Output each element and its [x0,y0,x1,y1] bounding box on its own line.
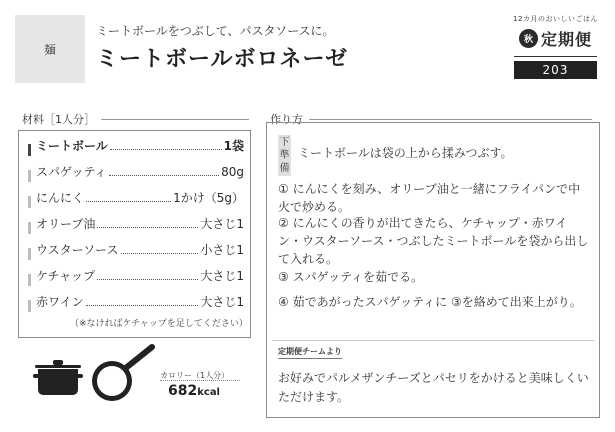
brand-tagline: 12カ月のおいしいごはん [513,15,598,23]
calorie-label: カロリー（1人分） [160,371,230,380]
season-icon: 秋 [519,29,538,48]
ingredient-marker [28,170,31,182]
pot-icon [33,355,83,397]
ingredient-qty: 1かけ（5g） [173,191,244,205]
method-step: ② にんにくの香りが出てきたら、ケチャップ・赤ワイン・ウスターソース・つぶしたミートボールを袋から出して入れる。 [278,216,589,266]
leader-dots [110,149,222,150]
ingredient-row [28,267,244,293]
ingredient-name: 赤ワイン [36,295,84,309]
ingredient-name: ケチャップ [36,269,96,283]
leader-dots [97,227,198,228]
ingredient-name: ウスターソース [36,243,119,257]
ingredient-row [28,163,244,189]
leader-dots [121,253,199,254]
method-heading-label: 作り方 [270,113,303,126]
leader-dots [109,175,220,176]
leader-dots [97,279,198,280]
ingredient-qty: 大さじ1 [200,217,244,231]
ingredient-row [28,137,244,163]
recipe-title: ミートボールボロネーゼ [96,47,349,72]
leader-dots [86,201,171,202]
team-divider [272,340,594,341]
ingredient-qty: 80g [221,165,244,179]
ingredient-qty: 大さじ1 [200,295,244,309]
category-label: 麺 [43,42,56,57]
brand-logo [508,14,603,79]
method-step: ① にんにくを刻み、オリーブ油と一緒にフライパンで中火で炒める。 [278,182,581,214]
ingredient-qty: 小さじ1 [200,243,244,257]
ingredients-heading [22,111,249,127]
ingredient-marker [28,300,31,312]
prep-step: ミートボールは袋の上から揉みつぶす。 [298,146,513,160]
brand-divider [514,56,597,57]
team-message: お好みでパルメザンチーズとパセリをかけると美味しくいただけます。 [278,371,589,404]
recipe-subtitle: ミートボールをつぶして、パスタソースに。 [96,24,335,38]
ingredient-marker [28,222,31,234]
brand-row [508,27,603,50]
ingredient-name: スパゲッティ [36,165,107,179]
leader-dots [86,305,199,306]
ingredient-marker [28,274,31,286]
method-step: ③ スパゲッティを茹でる。 [278,270,424,284]
brand-name: 定期便 [540,30,592,49]
ingredient-marker [28,248,31,260]
ingredients-list [28,137,244,319]
ingredient-note: （※なければケチャップを足してください） [70,319,248,329]
prep-tag: 下準備 [279,137,290,174]
frying-pan-icon [90,343,160,403]
calorie-number: 682 [168,383,198,399]
ingredient-marker [28,196,31,208]
ingredient-name: オリーブ油 [36,217,96,231]
calorie-rule [160,380,240,381]
team-label: 定期便チームより [278,346,342,359]
ingredient-row [28,189,244,215]
ingredient-qty: 大さじ1 [200,269,244,283]
ingredient-marker [28,144,31,156]
ingredient-name: にんにく [36,191,85,205]
ingredient-qty: 1袋 [223,139,244,153]
calorie-value [168,383,220,399]
method-step: ④ 茹であがったスパゲッティに ③を絡めて出来上がり。 [278,295,582,309]
ingredients-heading-rule [101,119,249,120]
category-tab [15,15,85,83]
ingredient-row [28,241,244,267]
method-heading-rule [309,119,592,120]
ingredient-name: ミートボール [36,139,108,153]
calorie-unit: kcal [197,387,220,398]
ingredients-heading-label: 材料［1人分］ [22,113,95,126]
ingredient-row [28,215,244,241]
issue-number: 203 [514,61,597,79]
